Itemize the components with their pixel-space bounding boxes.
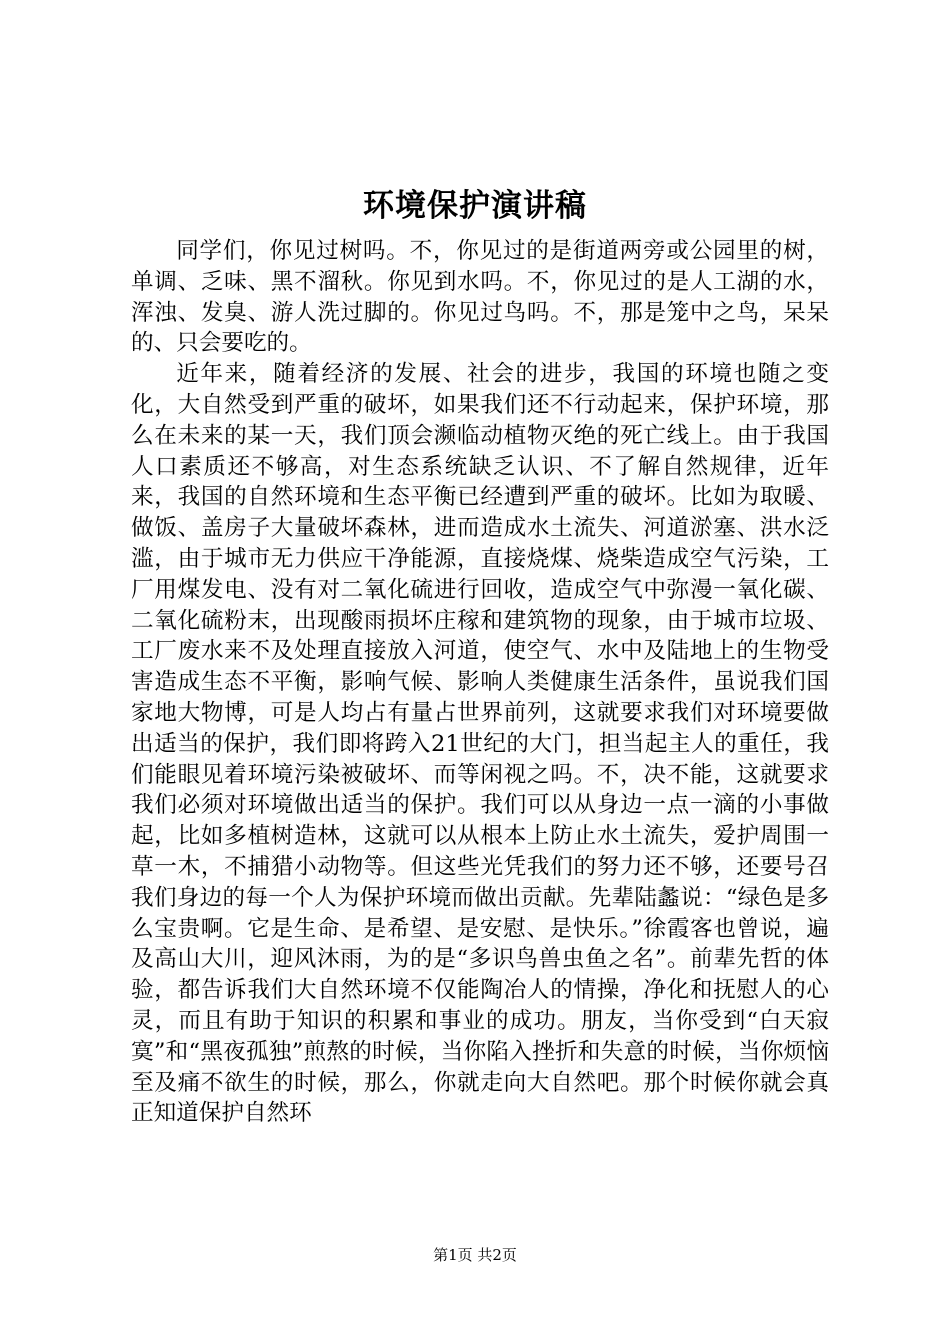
- document-body: [131, 236, 829, 1129]
- paragraph-2: 近年来，随着经济的发展、社会的进步，我国的环境也随之变化，大自然受到严重的破坏，如果我们还不行动起来，保护环境，那么在未来的某一天，我们顶会濒临动植物灭绝的死亡线上。由于我国人口素质还不够高，对生态系统缺乏认识、不了解自然规律，近年来，我国的自然环境和生态平衡已经遭到严重的破坏。比如为取暖、做饭、盖房子大量破坏森林，进而造成水土流失、河道淤塞、洪水泛滥，由于城市无力供应干净能源，直接烧煤、烧柴造成空气污染，工厂用煤发电、没有对二氧化硫进行回收，造成空气中弥漫一氧化碳、二氧化硫粉末，出现酸雨损坏庄稼和建筑物的现象，由于城市垃圾、工厂废水来不及处理直接放入河道，使空气、水中及陆地上的生物受害造成生态不平衡，影响气候、影响人类健康生活条件，虽说我们国家地大物博，可是人均占有量占世界前列，这就要求我们对环境要做出适当的保护，我们即将跨入21世纪的大门，担当起主人的重任，我们能眼见着环境污染被破坏、而等闲视之吗。不，决不能，这就要求我们必须对环境做出适当的保护。我们可以从身边一点一滴的小事做起，比如多植树造林，这就可以从根本上防止水土流失，爱护周围一草一木，不捕猎小动物等。但这些光凭我们的努力还不够，还要号召我们身边的每一个人为保护环境而做出贡献。先辈陆蠡说：“绿色是多么宝贵啊。它是生命、是希望、是安慰、是快乐。”徐霞客也曾说，遍及高山大川，迎风沐雨，为的是“多识鸟兽虫鱼之名”。前辈先哲的体验，都告诉我们大自然环境不仅能陶冶人的情操，净化和抚慰人的心灵，而且有助于知识的积累和事业的成功。朋友，当你受到“白天寂寞”和“黑夜孤独”煎熬的时候，当你陷入挫折和失意的时候，当你烦恼至及痛不欲生的时候，那么，你就走向大自然吧。那个时候你就会真正知道保护自然环: [131, 361, 829, 1127]
- paragraph-1: 同学们，你见过树吗。不，你见过的是街道两旁或公园里的树，单调、乏味、黑不溜秋。你见到水吗。不，你见过的是人工湖的水，浑浊、发臭、游人洗过脚的。你见过鸟吗。不，那是笼中之鸟，呆呆的、只会要吃的。: [131, 238, 829, 357]
- document-title: 环境保护演讲稿: [363, 188, 587, 224]
- page-number-footer: 第1页 共2页: [433, 1246, 517, 1264]
